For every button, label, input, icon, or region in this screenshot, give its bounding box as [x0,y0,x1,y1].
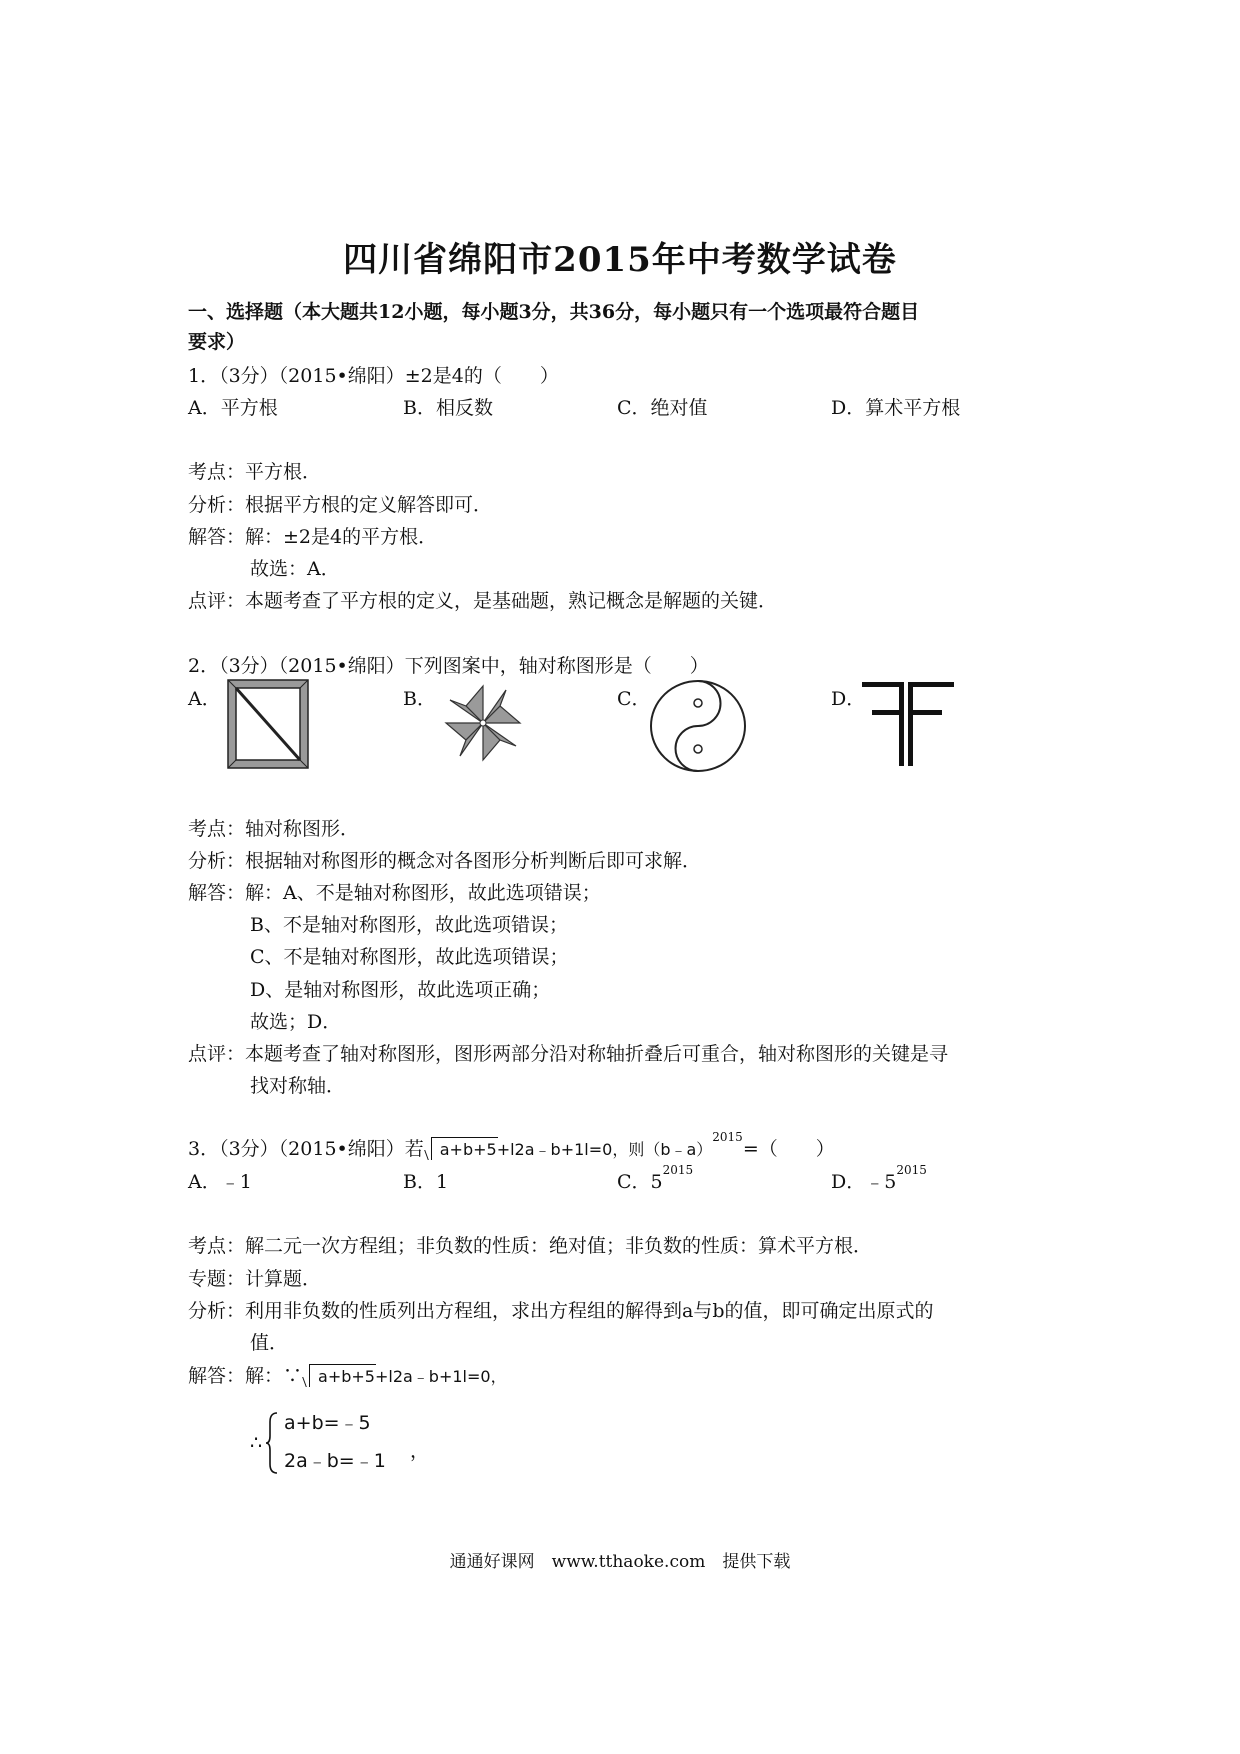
q3-sqrt: a+b+5 [426,1140,497,1159]
q1-kaodian: 考点：平方根． [188,461,322,483]
figure-c-yinyang [648,678,748,774]
q2-jieda: 解答：解：A、不是轴对称图形，故此选项错误； [188,882,601,904]
q1-option-d: D．算术平方根 [831,397,961,419]
therefore-symbol: ∴ [250,1432,263,1454]
q2-label-d: D． [831,688,866,710]
q3-jieda-suffix: +l2a﹣b+1l=0， [374,1367,507,1386]
q3-stem-prefix: 3．（3分）（2015•绵阳）若 [188,1138,424,1160]
q3-option-d-base: D．﹣5 [831,1171,897,1193]
q1-stem: 1．（3分）（2015•绵阳）±2是4的（ ） [188,365,559,387]
figure-a-square-diagonal [228,680,308,768]
q1-dianping: 点评：本题考查了平方根的定义，是基础题，熟记概念是解题的关键． [188,590,778,612]
equation-comma: ， [410,1440,430,1462]
q3-fenxi-cont: 值． [250,1332,289,1354]
q2-label-b: B． [403,688,436,710]
q2-fenxi: 分析：根据轴对称图形的概念对各图形分析判断后即可求解． [188,850,702,872]
q1-option-a: A．平方根 [188,397,278,419]
equation-system-brace [266,1412,278,1474]
q3-jieda-prefix: 解答：解：∵ [188,1365,303,1387]
q2-dianping: 点评：本题考查了轴对称图形，图形两部分沿对称轴折叠后可重合，轴对称图形的关键是寻 [188,1043,949,1065]
q2-kaodian: 考点：轴对称图形． [188,818,360,840]
q3-stem-middle: +l2a﹣b+1l=0，则（b﹣a） [496,1140,713,1159]
q3-jieda [188,1361,507,1388]
section-heading: 一、选择题（本大题共12小题，每小题3分，共36分，每小题只有一个选项最符合题目 [188,301,920,323]
q1-answer: 故选：A． [250,558,340,580]
q1-fenxi: 分析：根据平方根的定义解答即可． [188,494,493,516]
equation-1: a+b=﹣5 [284,1412,371,1434]
q1-option-c: C．绝对值 [617,397,708,419]
equation-2: 2a﹣b=﹣1 [284,1450,386,1472]
q2-dianping-cont: 找对称轴． [250,1075,346,1097]
figure-d-symmetric-shape [862,680,958,768]
q3-kaodian: 考点：解二元一次方程组；非负数的性质：绝对值；非负数的性质：算术平方根． [188,1235,873,1257]
q3-option-a: A．﹣1 [188,1171,252,1193]
footer-source: 通通好课网 www.tthaoke.com 提供下载 [449,1552,791,1572]
q2-jieda-d: D、是轴对称图形，故此选项正确； [250,979,551,1001]
q3-jieda-sqrt: a+b+5 [304,1367,375,1386]
q3-option-d [831,1163,927,1194]
q1-jieda: 解答：解：±2是4的平方根． [188,526,438,548]
page-title: 四川省绵阳市2015年中考数学试卷 [343,240,897,280]
q3-zhuanti: 专题：计算题． [188,1268,322,1290]
q2-jieda-c: C、不是轴对称图形，故此选项错误； [250,946,569,968]
q2-label-a: A． [188,688,221,710]
q3-option-d-exponent: 2015 [896,1163,927,1177]
q3-stem [188,1130,835,1161]
q3-fenxi: 分析：利用非负数的性质列出方程组，求出方程组的解得到a与b的值，即可确定出原式的 [188,1300,934,1322]
q3-option-c-base: C．5 [617,1171,663,1193]
figure-b-pinwheel [438,678,528,768]
q3-stem-suffix: =（ ） [742,1138,835,1160]
q2-stem: 2．（3分）（2015•绵阳）下列图案中，轴对称图形是（ ） [188,655,709,677]
q1-option-b: B．相反数 [403,397,493,419]
q2-jieda-b: B、不是轴对称图形，故此选项错误； [250,914,568,936]
q2-answer: 故选；D． [250,1011,342,1033]
q3-option-c [617,1163,694,1194]
q3-option-c-exponent: 2015 [662,1163,694,1177]
q3-option-b: B．1 [403,1171,449,1193]
q3-exponent: 2015 [712,1130,743,1144]
q2-label-c: C． [617,688,651,710]
section-heading-cont: 要求） [188,331,246,353]
